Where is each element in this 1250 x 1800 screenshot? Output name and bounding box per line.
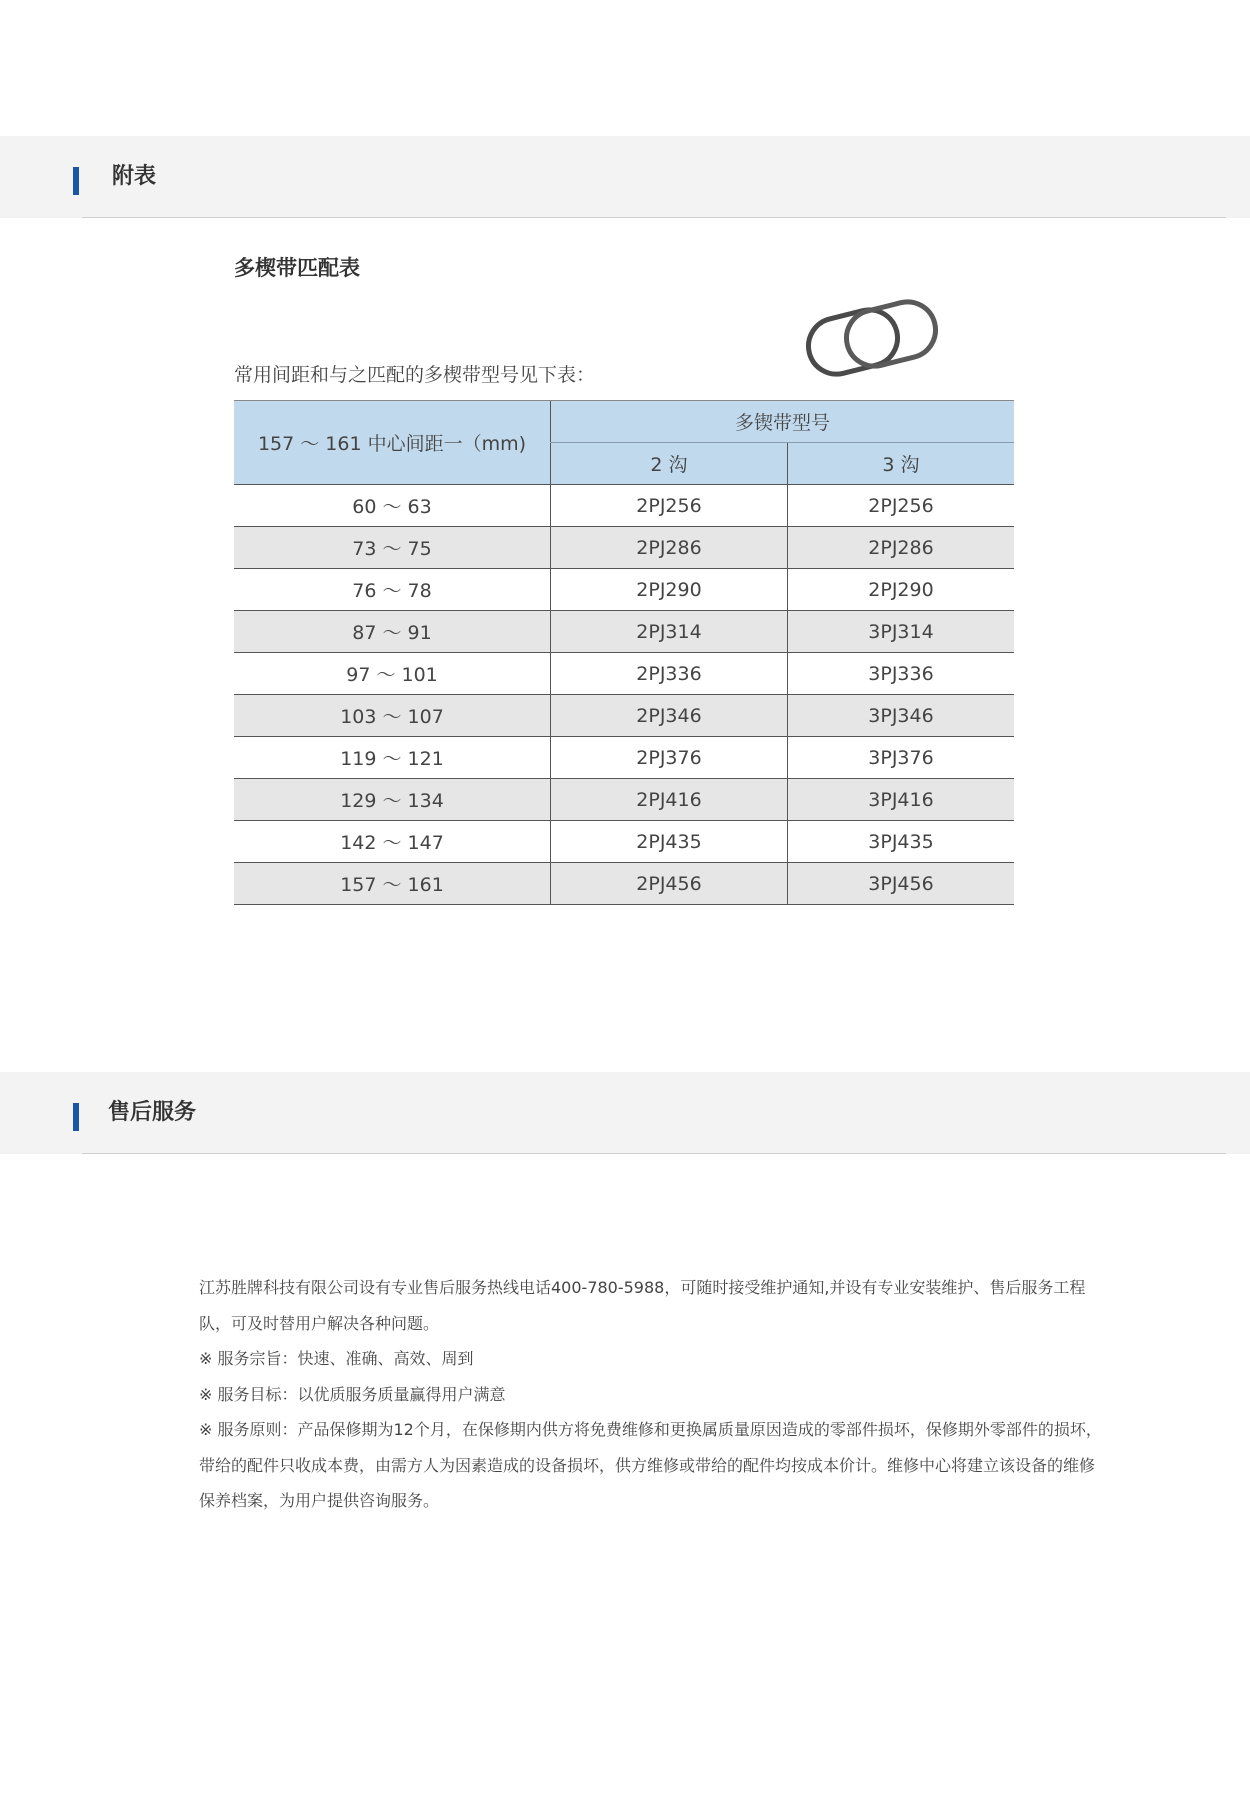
model-3-groove-cell: 3PJ416 bbox=[788, 779, 1015, 821]
model-2-groove-cell: 2PJ435 bbox=[551, 821, 788, 863]
distance-cell: 76 ～ 78 bbox=[234, 569, 551, 611]
model-2-groove-cell: 2PJ286 bbox=[551, 527, 788, 569]
table-intro-text: 常用间距和与之匹配的多楔带型号见下表： bbox=[234, 364, 596, 386]
model-2-groove-cell: 2PJ336 bbox=[551, 653, 788, 695]
section-divider bbox=[82, 1153, 1226, 1154]
table-row bbox=[234, 779, 1014, 821]
header-2-groove: 2 沟 bbox=[551, 443, 788, 485]
distance-cell: 142 ～ 147 bbox=[234, 821, 551, 863]
model-3-groove-cell: 3PJ435 bbox=[788, 821, 1015, 863]
model-2-groove-cell: 2PJ416 bbox=[551, 779, 788, 821]
after-sales-section-title: 售后服务 bbox=[108, 1100, 197, 1125]
model-3-groove-cell: 3PJ376 bbox=[788, 737, 1015, 779]
model-3-groove-cell: 3PJ456 bbox=[788, 863, 1015, 905]
belt-matching-table bbox=[234, 400, 1014, 905]
distance-cell: 97 ～ 101 bbox=[234, 653, 551, 695]
table-row bbox=[234, 569, 1014, 611]
appendix-section-header bbox=[0, 136, 1250, 218]
model-2-groove-cell: 2PJ256 bbox=[551, 485, 788, 527]
table-subtitle: 多楔带匹配表 bbox=[234, 256, 360, 280]
model-3-groove-cell: 3PJ336 bbox=[788, 653, 1015, 695]
model-3-groove-cell: 2PJ286 bbox=[788, 527, 1015, 569]
distance-cell: 60 ～ 63 bbox=[234, 485, 551, 527]
service-principle: ※ 服务原则：产品保修期为12个月，在保修期内供方将免费维修和更换属质量原因造成的零部件损坏，保修期外零部件的损坏，带给的配件只收成本费，由需方人为因素造成的设备损坏，供方维修或带给的配件均按成本价计。维修中心将建立该设备的维修保养档案，为用户提供咨询服务。 bbox=[199, 1420, 1102, 1510]
table-row bbox=[234, 485, 1014, 527]
header-belt-model: 多锲带型号 bbox=[551, 401, 1015, 443]
model-2-groove-cell: 2PJ290 bbox=[551, 569, 788, 611]
after-sales-text bbox=[199, 1270, 1109, 1519]
model-3-groove-cell: 3PJ314 bbox=[788, 611, 1015, 653]
after-sales-section-header bbox=[0, 1072, 1250, 1154]
table-row bbox=[234, 821, 1014, 863]
appendix-section-title: 附表 bbox=[112, 164, 157, 189]
model-3-groove-cell: 2PJ290 bbox=[788, 569, 1015, 611]
section-accent-bar bbox=[73, 167, 79, 195]
distance-cell: 103 ～ 107 bbox=[234, 695, 551, 737]
model-3-groove-cell: 3PJ346 bbox=[788, 695, 1015, 737]
service-goal: ※ 服务目标：以优质服务质量赢得用户满意 bbox=[199, 1384, 506, 1404]
distance-cell: 87 ～ 91 bbox=[234, 611, 551, 653]
model-2-groove-cell: 2PJ314 bbox=[551, 611, 788, 653]
distance-cell: 157 ～ 161 bbox=[234, 863, 551, 905]
table-row bbox=[234, 653, 1014, 695]
belt-product-image bbox=[790, 290, 960, 380]
service-intro-paragraph: 江苏胜牌科技有限公司设有专业售后服务热线电话400-780-5988，可随时接受维护通知,并设有专业安装维护、售后服务工程队，可及时替用户解决各种问题。 bbox=[199, 1278, 1086, 1333]
header-3-groove: 3 沟 bbox=[788, 443, 1015, 485]
model-2-groove-cell: 2PJ456 bbox=[551, 863, 788, 905]
model-2-groove-cell: 2PJ376 bbox=[551, 737, 788, 779]
section-accent-bar bbox=[73, 1103, 79, 1131]
table-row bbox=[234, 737, 1014, 779]
section-divider bbox=[82, 217, 1226, 218]
table-row bbox=[234, 611, 1014, 653]
table-row bbox=[234, 527, 1014, 569]
table-row bbox=[234, 863, 1014, 905]
distance-cell: 129 ～ 134 bbox=[234, 779, 551, 821]
model-3-groove-cell: 2PJ256 bbox=[788, 485, 1015, 527]
model-2-groove-cell: 2PJ346 bbox=[551, 695, 788, 737]
distance-cell: 73 ～ 75 bbox=[234, 527, 551, 569]
header-center-distance: 157 ～ 161 中心间距一（mm) bbox=[234, 401, 551, 485]
distance-cell: 119 ～ 121 bbox=[234, 737, 551, 779]
service-purpose: ※ 服务宗旨：快速、准确、高效、周到 bbox=[199, 1349, 474, 1368]
table-row bbox=[234, 695, 1014, 737]
